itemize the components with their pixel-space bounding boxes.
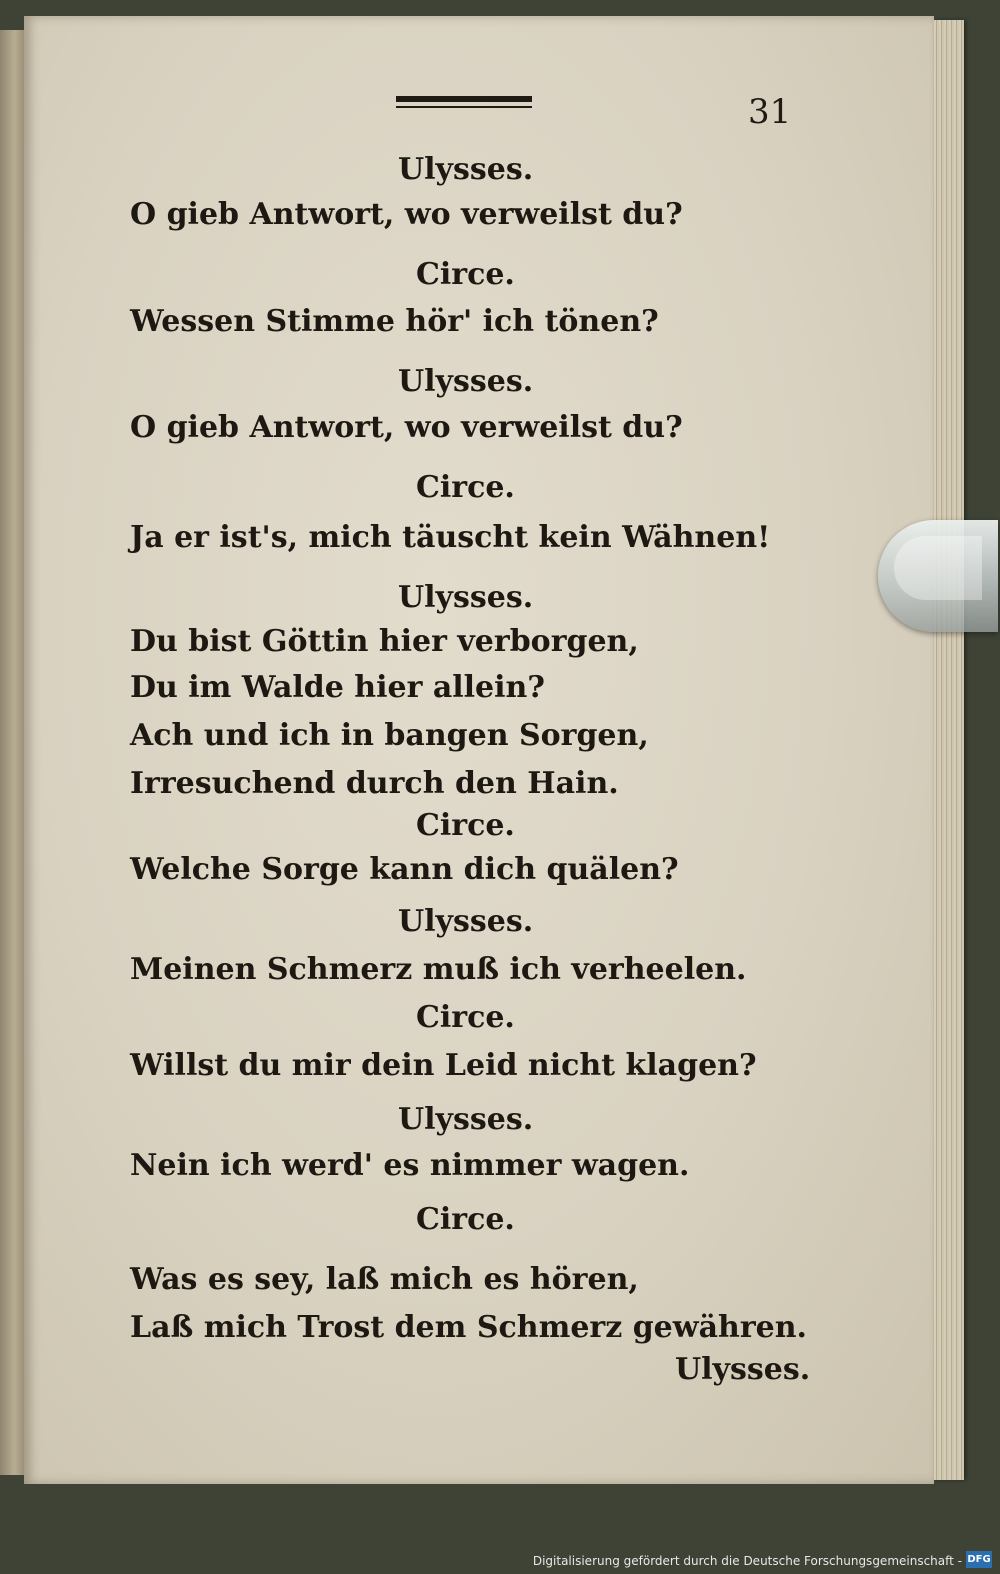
page-clip — [878, 520, 998, 632]
verse-line: Meinen Schmerz muß ich verheelen. — [130, 952, 747, 987]
speaker-name: Ulysses. — [398, 580, 534, 615]
digitization-credit: Digitalisierung gefördert durch die Deutsche Forschungsgemeinschaft - — [532, 1554, 962, 1568]
verse-line: Nein ich werd' es nimmer wagen. — [130, 1148, 690, 1183]
speaker-name: Ulysses. — [398, 364, 534, 399]
speaker-name: Ulysses. — [398, 152, 534, 187]
header-rule — [396, 96, 532, 108]
verse-line: Was es sey, laß mich es hören, — [130, 1262, 639, 1297]
verse-line: Irresuchend durch den Hain. — [130, 766, 619, 801]
speaker-name: Circe. — [416, 257, 515, 292]
verse-line: Ach und ich in bangen Sorgen, — [130, 718, 649, 753]
verse-line: Welche Sorge kann dich quälen? — [130, 852, 679, 887]
verse-line: O gieb Antwort, wo verweilst du? — [130, 197, 683, 232]
verse-line: Ja er ist's, mich täuscht kein Wähnen! — [130, 520, 771, 555]
speaker-name: Circe. — [416, 1000, 515, 1035]
catchword: Ulysses. — [675, 1352, 811, 1387]
page-block-edges — [934, 20, 964, 1480]
verse-line: O gieb Antwort, wo verweilst du? — [130, 410, 683, 445]
page-number: 31 — [748, 92, 792, 132]
speaker-name: Circe. — [416, 1202, 515, 1237]
dfg-logo: DFG — [966, 1551, 992, 1568]
verse-line: Wessen Stimme hör' ich tönen? — [130, 304, 659, 339]
speaker-name: Ulysses. — [398, 1102, 534, 1137]
verse-line: Willst du mir dein Leid nicht klagen? — [130, 1048, 757, 1083]
speaker-name: Ulysses. — [398, 904, 534, 939]
speaker-name: Circe. — [416, 470, 515, 505]
verse-line: Laß mich Trost dem Schmerz gewähren. — [130, 1310, 807, 1345]
verse-line: Du im Walde hier allein? — [130, 670, 545, 705]
verse-line: Du bist Göttin hier verborgen, — [130, 624, 639, 659]
facing-page-edge — [0, 30, 24, 1475]
speaker-name: Circe. — [416, 808, 515, 843]
